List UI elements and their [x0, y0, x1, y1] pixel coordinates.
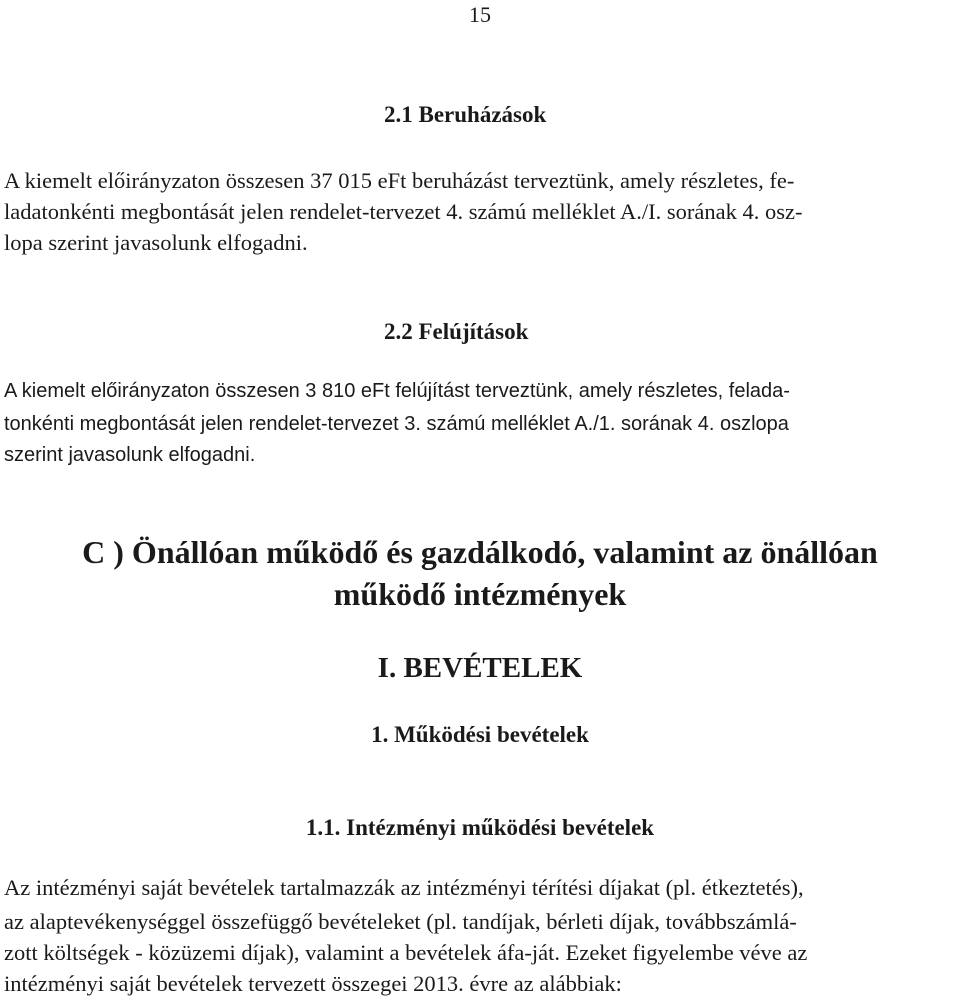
section-1-1-line-3: zott költségek - közüzemi díjak), valamint a bevételek áfa-ját. Ezeket figyelembe véve az: [4, 940, 808, 965]
section-2-1-line-3: lopa szerint javasolunk elfogadni.: [4, 230, 308, 255]
section-2-2-line-2: tonkénti megbontását jelen rendelet-tervezet 3. számú melléklet A./1. sorának 4. oszlopa: [4, 413, 789, 435]
section-2-1-heading: 2.1 Beruházások: [384, 102, 547, 127]
section-i-heading: I. BEVÉTELEK: [377, 652, 583, 684]
section-2-1-line-2: ladatonkénti megbontását jelen rendelet-tervezet 4. számú melléklet A./I. sorának 4. osz-: [4, 199, 803, 224]
section-1-1-line-2: az alaptevékenységgel összefüggő bevételeket (pl. tandíjak, bérleti díjak, továbbszámlá-: [4, 909, 797, 934]
section-2-2-line-1: A kiemelt előirányzaton összesen 3 810 eFt felújítást terveztünk, amely részletes, felada-: [4, 380, 790, 402]
section-2-2-line-3: szerint javasolunk elfogadni.: [4, 444, 256, 466]
section-1-1-line-4: intézményi saját bevételek tervezett összegei 2013. évre az alábbiak:: [4, 971, 622, 996]
section-2-1-line-1: A kiemelt előirányzaton összesen 37 015 eFt beruházást terveztünk, amely részletes, fe-: [4, 168, 795, 193]
section-c-heading-line-1: C ) Önállóan működő és gazdálkodó, valamint az önállóan: [82, 534, 878, 570]
section-c-heading-line-2: működő intézmények: [333, 576, 627, 612]
section-2-2-heading: 2.2 Felújítások: [384, 319, 529, 344]
section-1-1-line-1: Az intézményi saját bevételek tartalmazzák az intézményi térítési díjakat (pl. étkeztetés),: [4, 875, 804, 900]
section-1-heading: 1. Működési bevételek: [371, 722, 589, 747]
page-number: 15: [469, 2, 491, 27]
section-1-1-heading: 1.1. Intézményi működési bevételek: [305, 815, 655, 840]
